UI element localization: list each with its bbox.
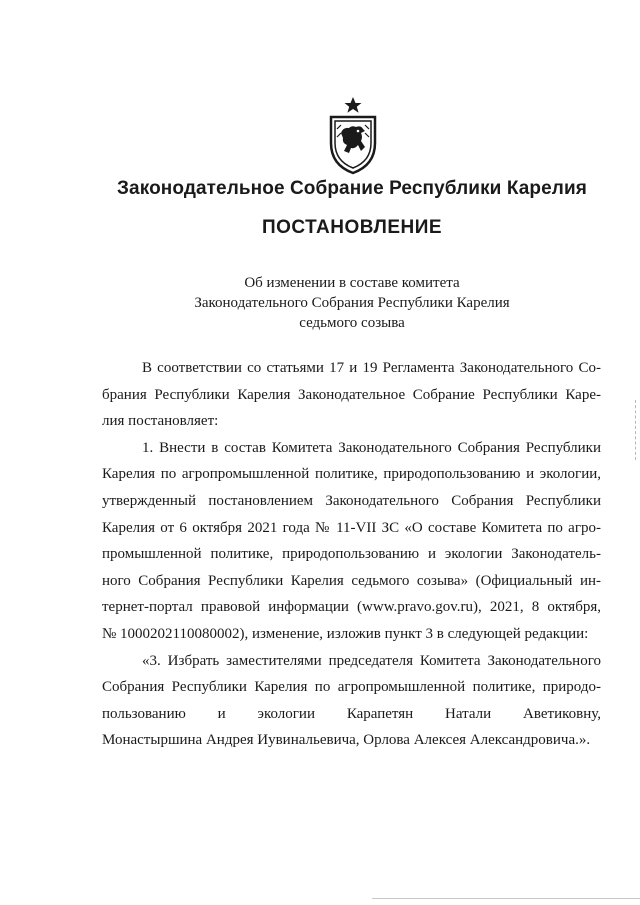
body-line: брания Республики Карелия Законодательное Собрание Республики Каре- bbox=[102, 386, 601, 403]
body-line: «3. Избрать заместителями председателя Комитета Законодательного bbox=[142, 652, 601, 669]
body-line: Собрания Республики Карелия по агропромышленной политике, природо- bbox=[102, 679, 601, 696]
subject-line: Законодательного Собрания Республики Карелия bbox=[194, 295, 510, 311]
body-line: № 1000202110080002), изменение, изложив пункт 3 в следующей редакции: bbox=[102, 625, 589, 642]
organization-title: Законодательное Собрание Республики Карелия bbox=[117, 178, 587, 199]
body-line: ного Собрания Республики Карелия седьмого созыва» (Официальный ин- bbox=[102, 572, 601, 589]
document-type-heading: ПОСТАНОВЛЕНИЕ bbox=[261, 217, 443, 238]
document-body bbox=[102, 355, 601, 754]
body-line: Карелия от 6 октября 2021 года № 11-VII ЗС «О составе Комитета по агро- bbox=[102, 519, 601, 536]
body-line: пользованию и экологии Карапетян Натали Аветиковну, bbox=[102, 705, 601, 722]
document-subject bbox=[0, 273, 640, 333]
body-line: тернет-портал правовой информации (www.pravo.gov.ru), 2021, 8 октября, bbox=[102, 599, 601, 616]
body-line: Монастыршина Андрея Иувинальевича, Орлова Алексея Александровича.». bbox=[102, 732, 591, 749]
body-line: промышленной политике, природопользованию и экологии Законодатель- bbox=[102, 546, 601, 563]
body-line: 1. Внести в состав Комитета Законодательного Собрания Республики bbox=[142, 439, 601, 456]
scan-edge-mark bbox=[635, 400, 638, 460]
subject-line: седьмого созыва bbox=[299, 315, 405, 331]
karelia-coat-of-arms-icon bbox=[325, 95, 381, 175]
bottom-divider bbox=[372, 898, 640, 899]
body-line: лия постановляет: bbox=[102, 413, 219, 430]
subject-line: Об изменении в составе комитета bbox=[244, 275, 460, 291]
body-line: утвержденный постановлением Законодательного Собрания Республики bbox=[102, 492, 601, 509]
body-line: В соответствии со статьями 17 и 19 Регламента Законодательного Со- bbox=[142, 360, 601, 376]
body-line: Карелия по агропромышленной политике, природопользованию и экологии, bbox=[102, 466, 601, 483]
